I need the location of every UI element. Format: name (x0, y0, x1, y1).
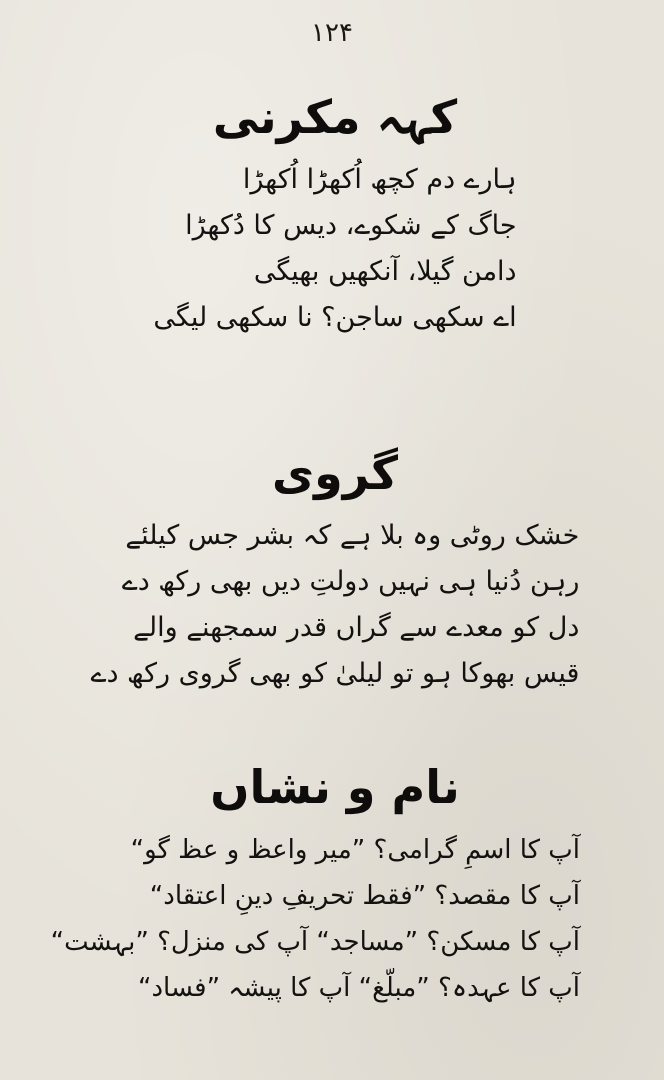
verse-line: رہن دُنیا ہی نہیں دولتِ دیں بھی رکھ دے (121, 565, 580, 597)
verse-line: دل کو معدے سے گراں قدر سمجھنے والے (133, 611, 580, 643)
verse-block (51, 827, 580, 1011)
verse-line: آپ کا مقصد؟ ”فقط تحریفِ دینِ اعتقاد“ (149, 880, 580, 911)
verse-line: آپ کا مسکن؟ ”مساجد“ آپ کی منزل؟ ”بہشت“ (50, 926, 580, 957)
section-title: کہہ مکرنی (212, 90, 458, 144)
verse-line: ہارے دم کچھ اُکھڑا اُکھڑا (242, 163, 517, 195)
section-title: نام و نشاں (210, 760, 460, 814)
verse-line: خشک روٹی وہ بلا ہے کہ بشر جس کیلئے (125, 519, 580, 551)
verse-line: دامن گیلا، آنکھیں بھیگی (253, 255, 517, 287)
verse-line: قیس بھوکا ہو تو لیلیٰ کو بھی گروی رکھ دے (90, 657, 580, 689)
section-title: گروی (271, 446, 399, 500)
poem-section-girvi (90, 448, 580, 697)
poem-section-kehmukarni (90, 92, 580, 341)
verse-block (153, 157, 516, 341)
poem-section-naam-o-nishan (50, 760, 580, 1011)
page-number: ۱۲۴ (311, 18, 353, 48)
verse-line: آپ کا عہدہ؟ ”مبلّغ“ آپ کا پیشہ ”فساد“ (137, 972, 580, 1003)
verse-line: آپ کا اسمِ گرامی؟ ”میر واعظ و عظ گو“ (130, 834, 580, 865)
verse-block (91, 513, 580, 697)
verse-line: جاگ کے شکوے، دیس کا دُکھڑا (185, 209, 517, 241)
verse-line: اے سکھی ساجن؟ نا سکھی لیگی (153, 301, 517, 333)
